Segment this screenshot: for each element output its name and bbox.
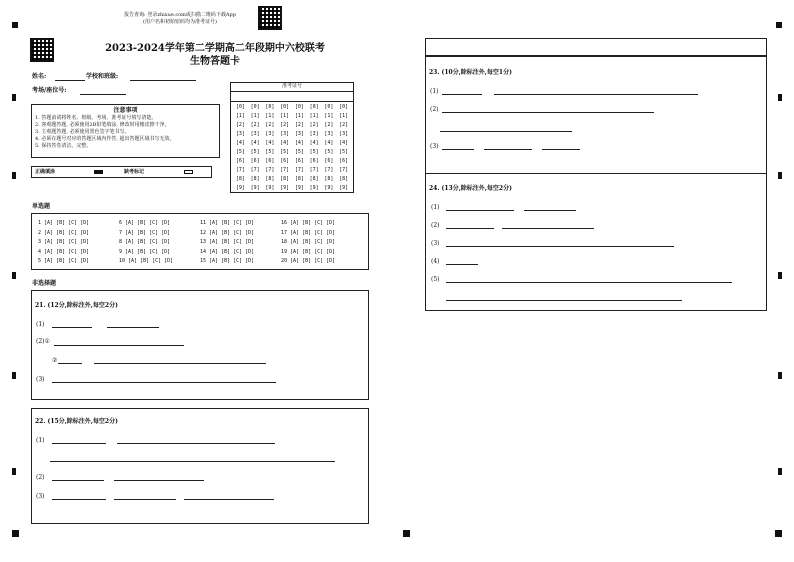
single-choice-item[interactable]: 19 [A] [B] [C] [D]	[281, 248, 336, 255]
q21-blank[interactable]	[52, 382, 276, 383]
exam-id-digit[interactable]: [8]	[265, 176, 275, 182]
exam-id-digit[interactable]: [7]	[294, 167, 304, 173]
timing-mark	[12, 272, 16, 279]
single-choice-item[interactable]: 6 [A] [B] [C] [D]	[119, 220, 171, 226]
timing-mark	[778, 372, 782, 379]
q24-blank[interactable]	[446, 210, 514, 211]
name-field[interactable]	[55, 80, 85, 81]
exam-id-digit[interactable]: [0]	[294, 104, 304, 110]
q22-label-2: (2)	[36, 474, 45, 481]
exam-id-digit[interactable]: [3]	[280, 131, 290, 137]
absent-label: 缺考标记	[124, 169, 145, 175]
exam-id-digit[interactable]: [5]	[280, 149, 290, 155]
report-note-line1: 报告查询: 登录zhixue.com或扫描二维码下载App	[124, 12, 236, 18]
timing-mark	[778, 468, 782, 475]
name-label: 姓名:	[32, 73, 47, 80]
exam-id-digit[interactable]: [1]	[339, 113, 349, 119]
q24-label-1: (1)	[431, 204, 440, 211]
exam-id-digit[interactable]: [1]	[309, 113, 319, 119]
exam-id-digit[interactable]: [9]	[339, 185, 349, 191]
q23-box	[425, 56, 767, 174]
exam-id-digit[interactable]: [3]	[339, 131, 349, 137]
q22-label-3: (3)	[36, 493, 45, 500]
single-choice-label: 单选题	[32, 203, 51, 210]
exam-id-digit[interactable]: [5]	[265, 149, 275, 155]
exam-id-digit[interactable]: [1]	[235, 113, 245, 119]
exam-id-column[interactable]	[248, 103, 262, 193]
exam-id-digit[interactable]: [6]	[339, 158, 349, 164]
q22-label-1: (1)	[36, 437, 45, 444]
exam-id-digit[interactable]: [4]	[324, 140, 334, 146]
exam-id-digit[interactable]: [0]	[265, 104, 275, 110]
exam-id-digit[interactable]: [9]	[309, 185, 319, 191]
q24-label-5: (5)	[431, 276, 440, 283]
page-subtitle: 生物答题卡	[190, 56, 240, 67]
exam-id-digit[interactable]: [2]	[324, 122, 334, 128]
exam-id-digit[interactable]: [5]	[250, 149, 260, 155]
q24-blank[interactable]	[446, 228, 494, 229]
correct-fill-mark	[94, 170, 103, 174]
exam-id-digit[interactable]: [5]	[324, 149, 334, 155]
exam-id-digit[interactable]: [5]	[235, 149, 245, 155]
q22-blank[interactable]	[52, 499, 106, 500]
exam-id-column[interactable]	[292, 103, 306, 193]
timing-mark	[778, 272, 782, 279]
single-choice-item[interactable]: 4 [A] [B] [C] [D]	[38, 248, 90, 255]
notice-item: 5. 保持答卷清洁、完整。	[35, 143, 92, 149]
report-note-line2: (用户名和初始密码均为准考证号)	[143, 19, 217, 25]
exam-id-digit[interactable]: [9]	[265, 185, 275, 191]
single-choice-item[interactable]: 11 [A] [B] [C] [D]	[200, 220, 255, 226]
q22-box	[31, 408, 369, 524]
q22-title: 22. (15分,除标注外,每空2分)	[35, 418, 118, 425]
q22-blank[interactable]	[117, 443, 275, 444]
exam-id-digit[interactable]: [9]	[280, 185, 290, 191]
single-choice-item[interactable]: 17 [A] [B] [C] [D]	[281, 229, 336, 236]
q21-label-3: (3)	[36, 376, 45, 383]
q24-title: 24. (13分,除标注外,每空2分)	[429, 185, 512, 192]
exam-id-digit[interactable]: [0]	[235, 104, 245, 110]
exam-id-digit[interactable]: [8]	[280, 176, 290, 182]
q23-blank[interactable]	[484, 149, 532, 150]
exam-id-digit[interactable]: [4]	[280, 140, 290, 146]
q23-title: 23. (10分,除标注外,每空1分)	[429, 69, 512, 76]
q24-label-3: (3)	[431, 240, 440, 247]
q22-blank[interactable]	[114, 480, 204, 481]
exam-id-digit[interactable]: [8]	[324, 176, 334, 182]
exam-id-digit[interactable]: [0]	[324, 104, 334, 110]
page-title: 2023-2024学年第二学期高二年段期中六校联考	[105, 43, 325, 54]
exam-id-digit[interactable]: [2]	[294, 122, 304, 128]
notice-item: 1. 答题前请将姓名、班级、考场、准考证号填写清楚。	[35, 115, 157, 121]
single-choice-item[interactable]: 7 [A] [B] [C] [D]	[119, 229, 171, 236]
fill-example-box	[31, 166, 212, 178]
exam-id-digit[interactable]: [1]	[250, 113, 260, 119]
q23-label-1: (1)	[430, 88, 439, 95]
single-choice-item[interactable]: 14 [A] [B] [C] [D]	[200, 248, 255, 255]
single-choice-item[interactable]: 10 [A] [B] [C] [D]	[119, 258, 174, 264]
exam-id-digit[interactable]: [7]	[324, 167, 334, 173]
exam-id-digit[interactable]: [9]	[324, 185, 334, 191]
exam-id-digit[interactable]: [0]	[280, 104, 290, 110]
single-choice-item[interactable]: 15 [A] [B] [C] [D]	[200, 258, 255, 264]
room-label: 考场/座位号:	[32, 87, 67, 94]
q22-blank[interactable]	[184, 499, 274, 500]
single-choice-item[interactable]: 16 [A] [B] [C] [D]	[281, 220, 336, 226]
exam-id-digit[interactable]: [5]	[339, 149, 349, 155]
single-choice-item[interactable]: 8 [A] [B] [C] [D]	[119, 239, 171, 245]
exam-id-digit[interactable]: [6]	[324, 158, 334, 164]
school-label: 学校和班级:	[86, 73, 119, 80]
exam-id-digit[interactable]: [9]	[250, 185, 260, 191]
exam-id-digit[interactable]: [7]	[250, 167, 260, 173]
q21-box	[31, 290, 369, 400]
exam-id-digit[interactable]: [7]	[339, 167, 349, 173]
room-field[interactable]	[80, 94, 126, 95]
exam-id-digit[interactable]: [8]	[294, 176, 304, 182]
exam-id-digit[interactable]: [2]	[339, 122, 349, 128]
single-choice-item[interactable]: 1 [A] [B] [C] [D]	[38, 220, 90, 226]
exam-id-digit[interactable]: [8]	[235, 176, 245, 182]
q21-blank[interactable]	[94, 363, 266, 364]
exam-id-digit[interactable]: [2]	[250, 122, 260, 128]
q24-blank[interactable]	[446, 282, 732, 283]
exam-id-digit[interactable]: [9]	[294, 185, 304, 191]
exam-id-digit[interactable]: [7]	[280, 167, 290, 173]
exam-id-column[interactable]	[278, 103, 292, 193]
exam-id-digit[interactable]: [2]	[309, 122, 319, 128]
qr-code-icon	[258, 6, 282, 30]
exam-id-digit[interactable]: [8]	[309, 176, 319, 182]
single-choice-item[interactable]: 9 [A] [B] [C] [D]	[119, 248, 171, 255]
exam-id-column[interactable]	[337, 103, 351, 193]
timing-mark	[778, 94, 782, 101]
exam-id-digit[interactable]: [9]	[235, 185, 245, 191]
q21-blank[interactable]	[107, 327, 159, 328]
exam-id-digit[interactable]: [3]	[265, 131, 275, 137]
q24-blank[interactable]	[524, 210, 576, 211]
notice-item: 4. 必须在题号对应的答题区域内作答, 超出答题区域书写无效。	[35, 136, 175, 142]
exam-id-digit[interactable]: [4]	[265, 140, 275, 146]
exam-id-digit[interactable]: [4]	[250, 140, 260, 146]
exam-id-digit[interactable]: [4]	[235, 140, 245, 146]
report-note	[110, 12, 250, 26]
notice-title: 注意事项	[113, 107, 138, 114]
single-choice-item[interactable]: 13 [A] [B] [C] [D]	[200, 239, 255, 245]
exam-id-grid[interactable]	[231, 102, 353, 193]
exam-id-column[interactable]	[322, 103, 336, 193]
exam-id-digit[interactable]: [3]	[324, 131, 334, 137]
timing-mark	[12, 94, 16, 101]
exam-id-digit[interactable]: [3]	[250, 131, 260, 137]
exam-id-digit[interactable]: [7]	[309, 167, 319, 173]
q21-blank[interactable]	[52, 327, 92, 328]
q23-label-3: (3)	[430, 143, 439, 150]
q22-blank[interactable]	[50, 461, 335, 462]
timing-mark	[775, 530, 782, 537]
exam-id-digit[interactable]: [6]	[265, 158, 275, 164]
exam-id-column[interactable]	[263, 103, 277, 193]
notice-item: 3. 主观题答题, 必须使用黑色签字笔书写。	[35, 129, 130, 135]
exam-id-digit[interactable]: [1]	[280, 113, 290, 119]
timing-mark	[12, 22, 18, 28]
exam-id-digit[interactable]: [1]	[294, 113, 304, 119]
exam-id-digit[interactable]: [6]	[294, 158, 304, 164]
q24-blank[interactable]	[502, 228, 594, 229]
single-choice-column	[281, 219, 362, 267]
exam-id-digit[interactable]: [3]	[294, 131, 304, 137]
single-choice-column	[200, 219, 281, 267]
exam-id-digit[interactable]: [2]	[265, 122, 275, 128]
q23-blank[interactable]	[440, 131, 572, 132]
exam-id-column[interactable]	[307, 103, 321, 193]
school-field[interactable]	[130, 80, 196, 81]
exam-id-digit[interactable]: [7]	[235, 167, 245, 173]
timing-mark	[12, 372, 16, 379]
single-choice-item[interactable]: 2 [A] [B] [C] [D]	[38, 229, 90, 236]
timing-mark	[12, 530, 19, 537]
q24-blank[interactable]	[446, 246, 674, 247]
single-choice-grid[interactable]	[32, 214, 368, 267]
single-choice-item[interactable]: 20 [A] [B] [C] [D]	[281, 258, 336, 264]
non-choice-label: 非选择题	[32, 280, 57, 287]
single-choice-box	[31, 213, 369, 270]
exam-id-digit[interactable]: [1]	[324, 113, 334, 119]
timing-mark	[778, 172, 782, 179]
q24-blank[interactable]	[446, 264, 478, 265]
q24-blank[interactable]	[446, 300, 682, 301]
timing-mark	[12, 468, 16, 475]
exam-id-digit[interactable]: [4]	[309, 140, 319, 146]
q23-blank[interactable]	[442, 149, 474, 150]
q23-blank[interactable]	[542, 149, 580, 150]
notice-box	[31, 104, 220, 158]
exam-id-digit[interactable]: [4]	[294, 140, 304, 146]
right-header-strip	[425, 38, 767, 56]
exam-id-column[interactable]	[233, 103, 247, 193]
exam-id-digit[interactable]: [6]	[309, 158, 319, 164]
exam-id-digit[interactable]: [0]	[339, 104, 349, 110]
exam-id-digit[interactable]: [0]	[309, 104, 319, 110]
q22-blank[interactable]	[114, 499, 176, 500]
exam-id-title: 准考证号	[231, 83, 353, 92]
q23-blank[interactable]	[494, 94, 698, 95]
exam-id-digit[interactable]: [8]	[250, 176, 260, 182]
exam-id-digit[interactable]: [3]	[235, 131, 245, 137]
exam-id-digit[interactable]: [1]	[265, 113, 275, 119]
exam-id-digit[interactable]: [6]	[235, 158, 245, 164]
exam-id-digit[interactable]: [4]	[339, 140, 349, 146]
exam-id-digit[interactable]: [0]	[250, 104, 260, 110]
correct-fill-label: 正确填涂	[35, 169, 56, 175]
single-choice-item[interactable]: 18 [A] [B] [C] [D]	[281, 239, 336, 245]
q21-blank[interactable]	[58, 363, 82, 364]
q22-blank[interactable]	[52, 480, 104, 481]
exam-id-digit[interactable]: [2]	[235, 122, 245, 128]
single-choice-item[interactable]: 3 [A] [B] [C] [D]	[38, 239, 90, 245]
single-choice-item[interactable]: 5 [A] [B] [C] [D]	[38, 258, 90, 264]
exam-id-digit[interactable]: [8]	[339, 176, 349, 182]
exam-id-digit[interactable]: [6]	[250, 158, 260, 164]
q21-blank[interactable]	[54, 345, 184, 346]
single-choice-column	[119, 219, 200, 267]
timing-mark	[403, 530, 410, 537]
notice-item: 2. 客观题答题, 必须使用2B铅笔填涂, 修改时用橡皮擦干净。	[35, 122, 170, 128]
q23-label-2: (2)	[430, 106, 439, 113]
exam-id-digit[interactable]: [3]	[309, 131, 319, 137]
single-choice-column	[38, 219, 119, 267]
single-choice-item[interactable]: 12 [A] [B] [C] [D]	[200, 229, 255, 236]
q24-label-2: (2)	[431, 222, 440, 229]
q24-label-4: (4)	[431, 258, 440, 265]
q21-label-2b: ②	[52, 357, 58, 364]
timing-mark	[12, 172, 16, 179]
absent-mark-box[interactable]	[184, 170, 193, 174]
exam-id-digit[interactable]: [2]	[280, 122, 290, 128]
exam-id-digit[interactable]: [7]	[265, 167, 275, 173]
exam-id-box	[230, 82, 354, 193]
qr-code-icon	[30, 38, 54, 62]
exam-id-digit[interactable]: [5]	[294, 149, 304, 155]
q21-title: 21. (12分,除标注外,每空2分)	[35, 302, 118, 309]
q22-blank[interactable]	[52, 443, 106, 444]
q21-label-2: (2)①	[36, 338, 50, 345]
exam-id-digit[interactable]: [6]	[280, 158, 290, 164]
q21-label-1: (1)	[36, 321, 45, 328]
q23-blank[interactable]	[442, 94, 482, 95]
timing-mark	[776, 22, 782, 28]
exam-id-digit[interactable]: [5]	[309, 149, 319, 155]
q23-blank[interactable]	[442, 112, 654, 113]
q24-box	[425, 173, 767, 311]
